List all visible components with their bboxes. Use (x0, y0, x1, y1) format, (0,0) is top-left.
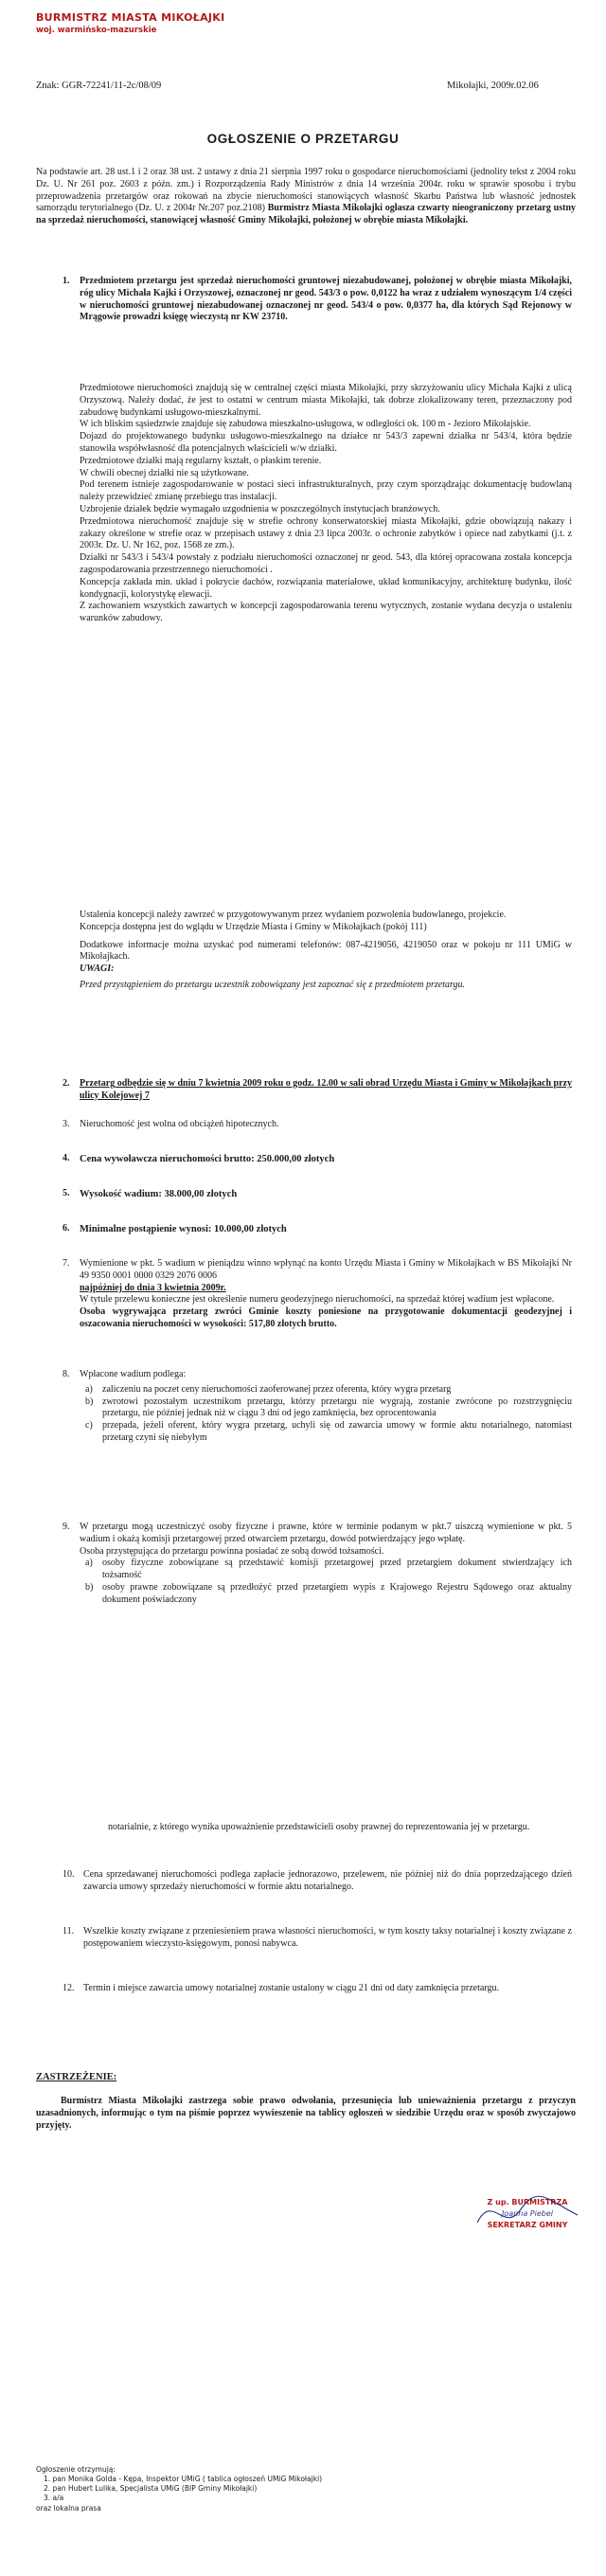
item-number: 9. (62, 1522, 70, 1532)
distribution-list (36, 2465, 566, 2513)
item1-paragraph: Przedmiotowe nieruchomości znajdują się w centralnej części miasta Mikołajki, przy skrzyżowaniu ulicy Michała Kajki z ulicą Orzyszową. Należy dodać, że jest to ostatni w centrum miasta Mikołajki, tak dobrze zlokalizowany teren, przeznaczony pod zabudowę budynkami usługowo-mieszkalnymi. (80, 383, 572, 418)
list-item: b) osoby prawne zobowiązane są przedłożyć przed przetargiem wypis z Krajowego Rejestru Sądowego oraz aktualny dokument poświadczony (85, 1581, 572, 1605)
item1-paragraph: Z zachowaniem wszystkich zawartych w koncepcji zagospodarowania terenu wytycznych, zostanie wydana decyzja o ustaleniu warunków zabudowy. (80, 601, 572, 624)
item-number: 1. (62, 276, 70, 286)
minimum-increment: Minimalne postąpienie wynosi: 10.000,00 złotych (80, 1224, 287, 1234)
deposit-deadline: najpóźniej do dnia 3 kwietnia 2009r. (80, 1282, 226, 1293)
auction-date-venue: Przetarg odbędzie się w dniu 7 kwietnia 2009 roku o godz. 12.00 w sali obrad Urzędu Miasta i Gminy w Mikołajkach przy ulicy Kolejowej 7 (80, 1078, 572, 1101)
item-number: 4. (62, 1153, 70, 1163)
signature-authority: Z up. BURMISTRZA (487, 2198, 568, 2207)
deposit-amount: Wysokość wadium: 38.000,00 złotych (80, 1189, 238, 1199)
item1-subject: Przedmiotem przetargu jest sprzedaż nieruchomości gruntowej niezabudowanej, położonej w obrębie miasta Mikołajki, róg ulicy Michała Kajki i Orzyszowej, oznaczonej nr geod. 543/3 o pow. 0,0122 ha wraz z udziałem wynoszącym 1/4 części w nieruchomości gruntowej niezabudowanej oznaczonej nr geod. 543/4 o pow. 0,0377 ha, dla których Sąd Rejonowy w Mrągowie prowadzi księgę wieczystą nr KW 23710. (80, 276, 572, 323)
deposit-rules (80, 1369, 572, 1445)
item-number: 12. (62, 1983, 75, 1993)
mortgage-note: Nieruchomość jest wolna od obciążeń hipotecznych. (80, 1119, 279, 1129)
list-item: 1. pan Monika Golda - Kępa, Inspektor UMiG ( tablica ogłoszeń UMiG Mikołajki) (44, 2475, 323, 2484)
deposit-payment (80, 1258, 572, 1331)
deposit-account: Wymienione w pkt. 5 wadium w pieniądzu winno wpłynąć na konto Urzędu Miasta i Gminy w Mikołajkach w BS Mikołajki Nr 49 9350 0001 0000 0329 2076 0006 (80, 1258, 572, 1281)
participation-continuation: notarialnie, z którego wynika upoważnienie przedstawicieli osoby prawnej do reprezentowania jej w przetargu. (108, 1822, 530, 1832)
signature-title: SEKRETARZ GMINY (487, 2221, 568, 2229)
transfer-costs: Wszelkie koszty związane z przeniesieniem prawa własności nieruchomości, w tym koszty taksy notarialnej i koszty związane z postępowaniem wieczysto-księgowym, ponosi nabywca. (83, 1926, 572, 1949)
item1-paragraph: Koncepcja dostępna jest do wglądu w Urzędzie Miasta i Gminy w Mikołajkach (pokój 111) (80, 921, 427, 932)
item1-paragraph: Działki nr 543/3 i 543/4 powstały z podziału nieruchomości oznaczonej nr geod. 543, dla której opracowana została koncepcja zagospodarowania przestrzennego nieruchomości . (80, 552, 572, 575)
intro-announcement: Burmistrz Miasta Mikołajki ogłasza czwarty nieograniczony przetarg ustny na sprzedaż nieruchomości, stanowiącej własność Gminy Mikołajki, położonej w obrębie miasta Mikołajki. (36, 203, 577, 226)
item1-paragraph: Ustalenia koncepcji należy zawrzeć w przygotowywanym przez wydaniem pozwolenia budowlanego, projekcie. (80, 910, 507, 920)
item-number: 3. (62, 1119, 70, 1129)
remarks-text: Przed przystąpieniem do przetargu uczestnik zobowiązany jest zapoznać się z przedmiotem przetargu. (80, 979, 466, 990)
office-stamp (36, 11, 225, 36)
reference-number: Znak: GGR-72241/11-2c/08/09 (36, 81, 162, 91)
handwritten-signature (472, 2187, 585, 2238)
intro-paragraph (36, 167, 576, 227)
distribution-footer: oraz lokalna prasa (36, 2503, 101, 2513)
list-item: 3. a/a (44, 2494, 64, 2503)
stamp-title: BURMISTRZ MIASTA MIKOŁAJKI (36, 11, 225, 24)
participation-rules (80, 1522, 572, 1607)
item1-continuation (80, 910, 572, 992)
item1-paragraph: W chwili obecnej działki nie są użytkowane. (80, 467, 249, 478)
payment-terms: Cena sprzedawanej nieruchomości podlega zapłacie jednorazowo, przelewem, nie później niż do dnia poprzedzającego dzień zawarcia umowy sprzedaży nieruchomości w formie aktu notarialnego. (83, 1869, 572, 1892)
participation-intro: W przetargu mogą uczestniczyć osoby fizyczne i prawne, które w terminie podanym w pkt.7 uiszczą wymienione w pkt. 5 wadium i okażą komisji przetargowej przed otwarciem przetargu, dowód potwierdzający jego wpłatę. (80, 1522, 572, 1544)
document-date: Mikołajki, 2009r.02.06 (447, 81, 539, 91)
deposit-rules-intro: Wpłacone wadium podlega: (80, 1369, 187, 1379)
item-number: 2. (62, 1078, 70, 1089)
item-number: 5. (62, 1188, 70, 1198)
remarks-heading: UWAGI: (80, 964, 115, 975)
reservation-heading: ZASTRZEŻENIE: (36, 2072, 117, 2082)
list-item: b) zwrotowi pozostałym uczestnikom przetargu, którzy przetargu nie wygrają, zostanie zwrócone po rozstrzygnięciu przetargu, nie później jednak niż w ciągu 3 dni od jego zamknięcia, bez oprocentowania (85, 1396, 572, 1419)
item1-paragraph: Przedmiotowe działki mają regularny kształt, o płaskim terenie. (80, 455, 322, 466)
item-number: 7. (62, 1258, 70, 1269)
item1-paragraph: Dojazd do projektowanego budynku usługowo-mieszkalnego na działce nr 543/3 zapewni działka nr 543/4, która będzie stanowiła współwłasność dla potencjalnych właścicieli w/w działki. (80, 431, 572, 454)
item-number: 6. (62, 1223, 70, 1234)
item1-paragraph: W ich bliskim sąsiedztwie znajduje się zabudowa mieszkalno-usługowa, w odległości ok. 100 m - Jezioro Mikołajskie. (80, 419, 531, 430)
list-item: a) osoby fizyczne zobowiązane są przedstawić komisji przetargowej przed przetargiem dokument stwierdzający ich tożsamość (85, 1558, 572, 1581)
item-number: 11. (62, 1926, 75, 1937)
item1-paragraph: Przedmiotowa nieruchomość znajduje się w strefie ochrony konserwatorskiej miasta Mikołajki, gdzie obowiązują nakazy i zakazy określone w strefie oraz w przepisach ustawy z dnia 23 lipca 2003r. o ochronie zabytków i opiece nad zabytkami (j.t. z 2003r. Dz. U. Nr 162, poz. 1568 ze zm.). (80, 515, 572, 551)
signature-name: Joanna Piebel (502, 2209, 553, 2218)
item1-paragraph: Uzbrojenie działek będzie wymagało uzgodnienia w poszczególnych instytucjach branżowych. (80, 503, 440, 514)
stamp-subtitle: woj. warmińsko-mazurskie (36, 26, 157, 36)
distribution-heading: Ogłoszenie otrzymują: (36, 2465, 116, 2474)
item-number: 8. (62, 1369, 70, 1379)
item1-paragraph: Pod terenem istnieje zagospodarowanie w postaci sieci infrastrukturalnych, przy czym sporządzając dokumentację budowlaną należy przewidzieć zmianę przebiegu tras instalacji. (80, 479, 572, 503)
item1-paragraph: Dodatkowe informacje można uzyskać pod numerami telefonów: 087-4219056, 4219050 oraz w pokoju nr 111 UMiG w Mikołajkach. (80, 939, 572, 963)
item1-paragraph: Koncepcja zakłada min. układ i pokrycie dachów, rozwiązania materiałowe, układ komunikacyjny, architekturę budynku, ilość kondygnacji, kolorystykę elewacji. (80, 576, 572, 600)
list-item: 2. pan Hubert Lulika, Specjalista UMiG (BIP Gminy Mikołajki) (44, 2484, 258, 2494)
contract-deadline: Termin i miejsce zawarcia umowy notarialnej zostanie ustalony w ciągu 21 dni od daty zamknięcia przetargu. (83, 1983, 499, 1993)
list-item: a) zaliczeniu na poczet ceny nieruchomości zaoferowanej przez oferenta, który wygra przetarg (85, 1383, 452, 1395)
page-title: OGŁOSZENIE O PRZETARGU (206, 132, 400, 146)
transfer-title-note: W tytule przelewu konieczne jest określenie numeru geodezyjnego nieruchomości, na sprzedaż której wadium jest wpłacone. (80, 1294, 555, 1306)
documentation-costs: Osoba wygrywająca przetarg zwróci Gminie koszty poniesione na przygotowanie dokumentacji geodezyjnej i oszacowania nieruchomości w wysokości: 517,80 złotych brutto. (80, 1306, 572, 1329)
list-item: c) przepada, jeżeli oferent, który wygra przetarg, uchyli się od zawarcia umowy w formie aktu notarialnego, natomiast przetarg czyni się niebyłym (85, 1420, 572, 1443)
starting-price: Cena wywoławcza nieruchomości brutto: 250.000,00 złotych (80, 1154, 335, 1164)
reservation-text: Burmistrz Miasta Mikołajki zastrzega sobie prawo odwołania, przesunięcia lub unieważnienia przetargu z przyczyn uzasadnionych, informując o tym na piśmie poprzez wywieszenie na tablicy ogłoszeń w siedzibie Urzędu oraz w sposób zwyczajowo przyjęty. (36, 2096, 576, 2131)
participation-id-note: Osoba przystępująca do przetargu powinna posiadać ze sobą dowód tożsamości. (80, 1545, 384, 1557)
item-number: 10. (62, 1869, 75, 1880)
intro-legal-basis: Na podstawie art. 28 ust.1 i 2 oraz 38 ust. 2 ustawy z dnia 21 sierpnia 1997 roku o gospodarce nieruchomościami (jednolity tekst z 2004 roku Dz. U. Nr 261 poz. 2603 z późn. zm.) i Rozporządzenia Rady Ministrów z dnia 14 września 2004r. roku w sprawie sposobu i trybu przeprowadzenia przetargów oraz rokowań na zbycie nieruchomości stanowiących własność Skarbu Państwa lub własność jednostek samorządu terytorialnego (Dz. U. z 2004r Nr.207 poz.2108) (36, 167, 576, 214)
item1-description (80, 383, 572, 625)
